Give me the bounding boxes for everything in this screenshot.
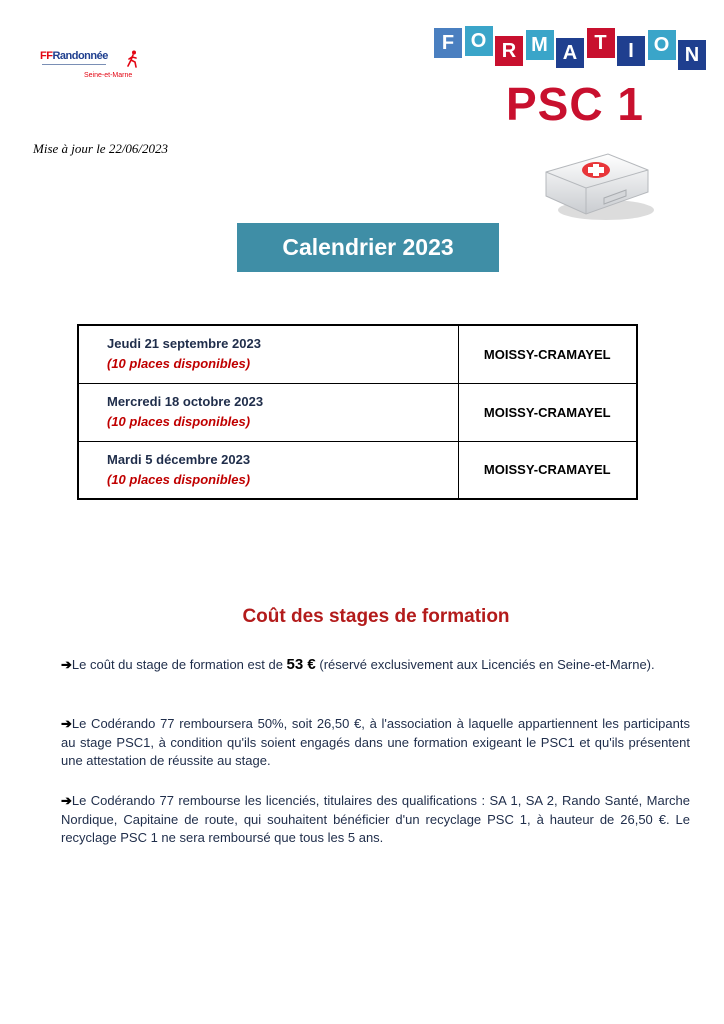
- ffrandonnee-logo: [40, 50, 150, 84]
- session-location: MOISSY-CRAMAYEL: [458, 441, 637, 499]
- formation-letter-tile: A: [556, 38, 584, 68]
- session-places: (10 places disponibles): [107, 414, 251, 429]
- formation-tiles: [434, 26, 710, 76]
- arrow-right-icon: ➔: [61, 657, 72, 672]
- table-row: [78, 383, 637, 441]
- session-date: Mardi 5 décembre 2023: [107, 451, 251, 467]
- session-location: MOISSY-CRAMAYEL: [458, 325, 637, 383]
- cost-paragraph-2: [61, 715, 690, 771]
- session-places: (10 places disponibles): [107, 471, 251, 487]
- hiker-icon: [126, 50, 140, 68]
- logo-region: Seine-et-Marne: [84, 72, 133, 79]
- logo-name: Randonnée: [52, 50, 108, 62]
- logo-ff: FF: [40, 50, 53, 62]
- session-date-cell: [78, 383, 458, 441]
- formation-letter-tile: M: [526, 30, 554, 60]
- logo-wordmark: [40, 50, 108, 62]
- first-aid-kit-icon: [536, 140, 656, 224]
- session-date: Jeudi 21 septembre 2023: [107, 336, 261, 352]
- p3-text: Le Codérando 77 rembourse les licenciés, titulaires des qualifications : SA 1, SA 2, Rando Santé, Marche Nordique, Capitaine de route, qui souhaitent bénéficier d'un recyclage PSC 1, à hauteur de 26,50 €. Le recyclage PSC 1 ne sera remboursé que tous les 5 ans.: [61, 793, 690, 845]
- cost-title: Coût des stages de formation: [242, 606, 510, 627]
- session-date-cell: [78, 441, 458, 499]
- cost-paragraph-3: [61, 792, 690, 848]
- formation-letter-tile: T: [587, 28, 615, 58]
- p2-text: Le Codérando 77 remboursera 50%, soit 26,50 €, à l'association à laquelle appartiennent les participants au stage PSC1, à condition qu'ils soient engagés dans une formation exigeant le PSC1 et qu'ils présentent une attestation de réussite au stage.: [61, 716, 690, 768]
- formation-letter-tile: F: [434, 28, 462, 58]
- table-row: [78, 441, 637, 499]
- logo-tagline-line: [42, 64, 106, 67]
- session-date: Mercredi 18 octobre 2023: [107, 394, 264, 409]
- table-row: [78, 325, 637, 383]
- cost-paragraph-1: [61, 656, 690, 675]
- update-note: Mise à jour le 22/06/2023: [33, 141, 169, 156]
- arrow-right-icon: ➔: [61, 716, 72, 731]
- p1-text-after: (réservé exclusivement aux Licenciés en Seine-et-Marne).: [315, 657, 655, 672]
- session-location: MOISSY-CRAMAYEL: [458, 383, 637, 441]
- p1-text-before: Le coût du stage de formation est de: [71, 657, 287, 672]
- price-value: 53 €: [286, 656, 316, 673]
- session-date-cell: [78, 325, 458, 383]
- calendar-banner: Calendrier 2023: [237, 223, 499, 272]
- psc-title: PSC 1: [506, 78, 644, 130]
- session-places: (10 places disponibles): [107, 356, 251, 372]
- formation-letter-tile: N: [678, 40, 706, 70]
- formation-letter-tile: O: [465, 26, 493, 56]
- sessions-table: [77, 324, 638, 500]
- formation-letter-tile: R: [495, 36, 523, 66]
- formation-letter-tile: I: [617, 36, 645, 66]
- arrow-right-icon: ➔: [61, 793, 72, 808]
- formation-letter-tile: O: [648, 30, 676, 60]
